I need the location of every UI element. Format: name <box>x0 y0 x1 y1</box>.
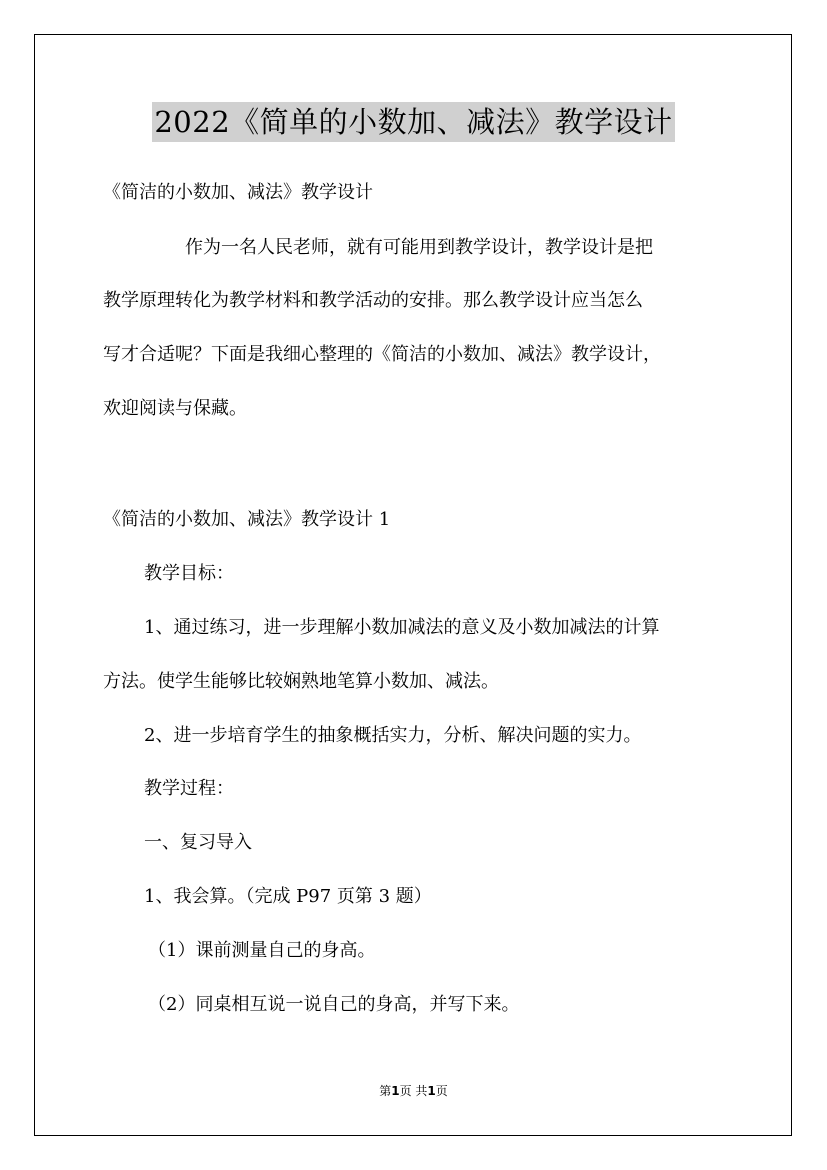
footer-total-pages: 1 <box>427 1084 436 1098</box>
title-container <box>0 102 827 142</box>
document-subtitle: 《简洁的小数加、减法》教学设计 <box>103 182 373 203</box>
page-footer <box>0 1083 827 1099</box>
footer-suffix: 页 <box>435 1084 448 1098</box>
process-heading: 教学过程： <box>144 778 234 799</box>
footer-middle: 页 共 <box>399 1084 428 1098</box>
part-1-heading: 一、复习导入 <box>144 832 252 853</box>
goal-1-line-1: 1、通过练习，进一步理解小数加减法的意义及小数加减法的计算 <box>144 617 660 638</box>
sub-item-2: （2）同桌相互说一说自己的身高，并写下来。 <box>148 994 520 1015</box>
intro-line-2: 教学原理转化为教学材料和教学活动的安排。那么教学设计应当怎么 <box>103 290 643 311</box>
goal-2: 2、进一步培育学生的抽象概括实力，分析、解决问题的实力。 <box>144 725 642 746</box>
goal-1-line-2: 方法。使学生能够比较娴熟地笔算小数加、减法。 <box>103 671 499 692</box>
item-1: 1、我会算。（完成 P97 页第 3 题） <box>144 886 432 907</box>
footer-prefix: 第 <box>379 1084 392 1098</box>
document-title: 2022《简单的小数加、减法》教学设计 <box>152 102 674 142</box>
intro-line-4: 欢迎阅读与保藏。 <box>103 398 247 419</box>
intro-line-1: 作为一名人民老师，就有可能用到教学设计，教学设计是把 <box>185 237 653 258</box>
section-title: 《简洁的小数加、减法》教学设计 1 <box>103 509 391 530</box>
footer-page-number: 1 <box>391 1084 400 1098</box>
goals-heading: 教学目标： <box>144 563 234 584</box>
intro-line-3: 写才合适呢？下面是我细心整理的《简洁的小数加、减法》教学设计， <box>103 344 661 365</box>
sub-item-1: （1）课前测量自己的身高。 <box>148 940 376 961</box>
